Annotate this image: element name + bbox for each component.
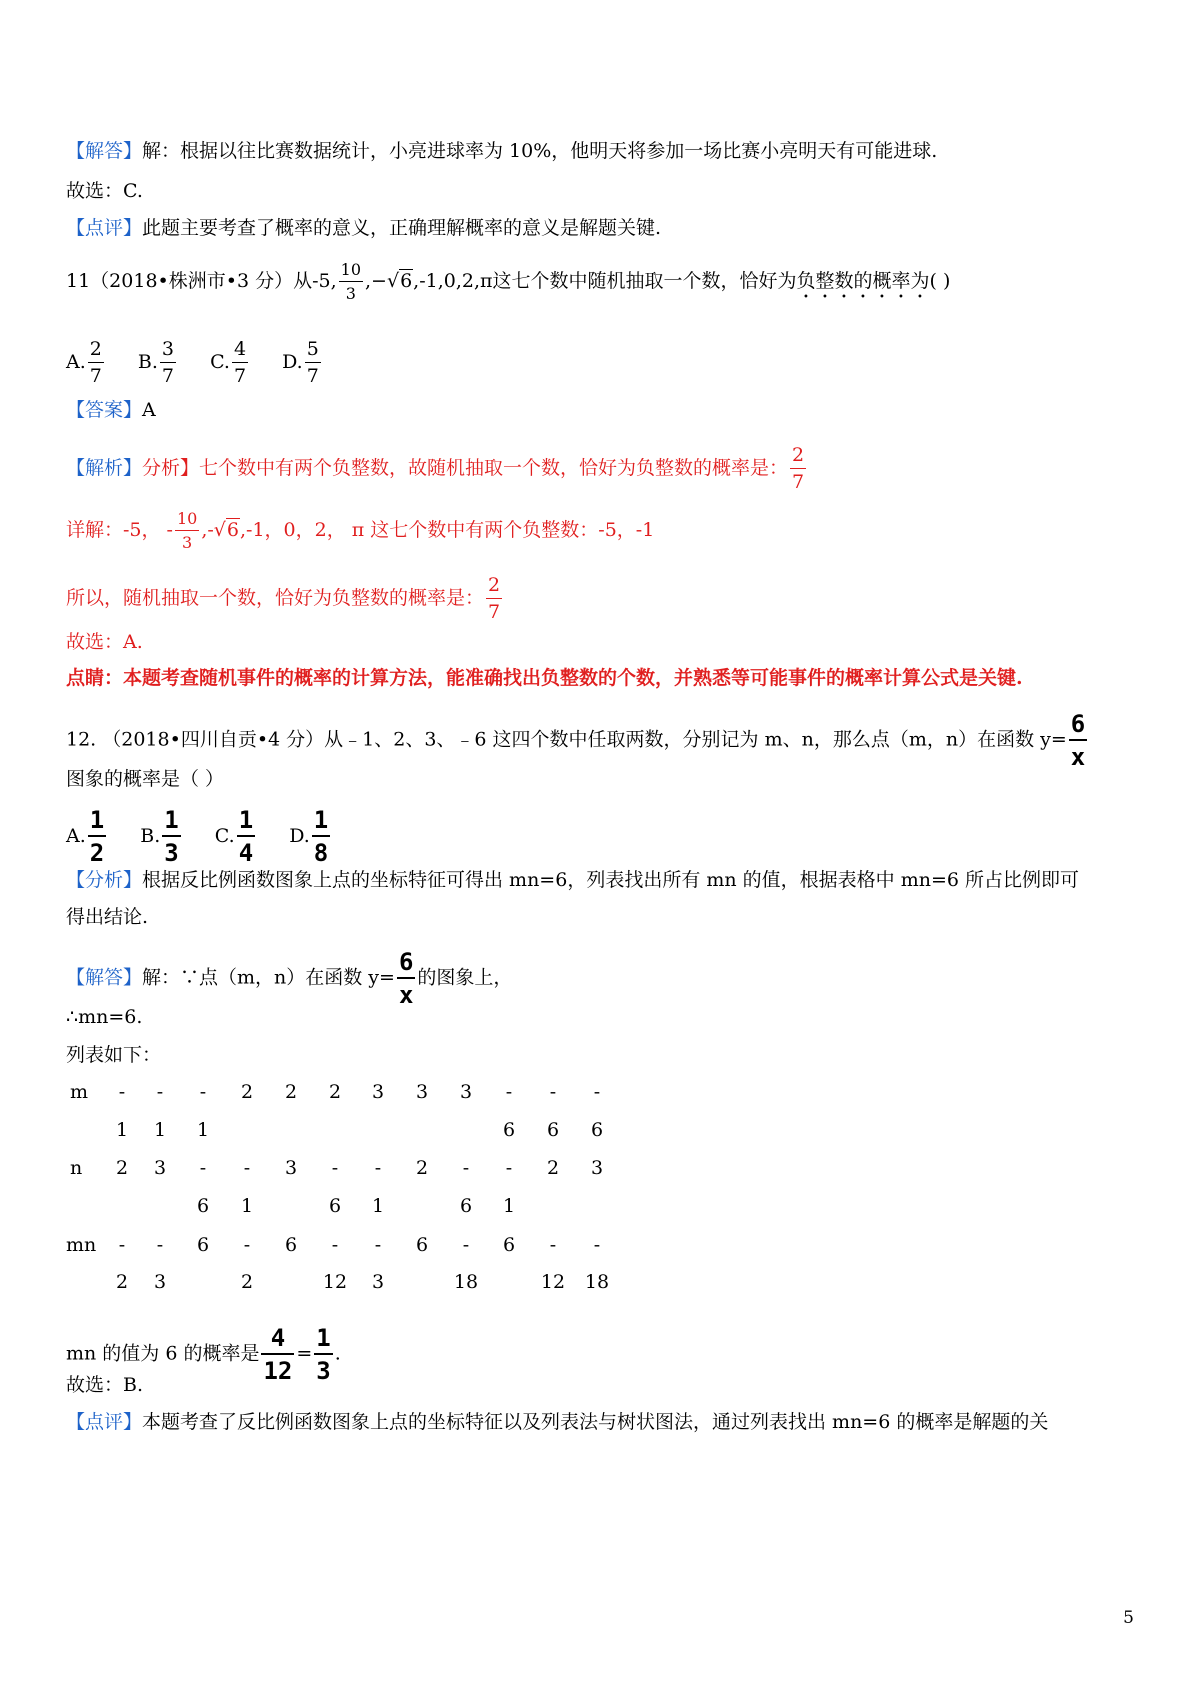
- table-cell: 1: [240, 1195, 254, 1217]
- q10-comment-line: [66, 215, 661, 241]
- detail-fraction: [175, 511, 199, 551]
- table-cell: 3: [459, 1081, 473, 1103]
- table-cell: -: [593, 1081, 601, 1103]
- option-label: D.: [282, 351, 303, 373]
- comment-tag: 【点评】: [66, 217, 143, 239]
- table-cell: 6: [196, 1234, 210, 1256]
- analysis-tag: 【分析】: [66, 869, 143, 891]
- q11-option-a: [66, 338, 106, 387]
- page-number: 5: [1123, 1608, 1134, 1628]
- option-fraction: [305, 340, 321, 386]
- fraction-denominator: 7: [792, 471, 805, 493]
- table-cell: -: [462, 1157, 470, 1179]
- q12-analysis-text: 根据反比例函数图象上点的坐标特征可得出 mn=6，列表找出所有 mn 的值，根据表格中 mn=6 所占比例即可: [142, 869, 1079, 891]
- option-fraction: [88, 808, 106, 865]
- fraction-numerator: 5: [305, 340, 321, 363]
- fraction-denominator: 2: [89, 839, 105, 867]
- table-cell: 2: [115, 1157, 129, 1179]
- table-cell: 2: [240, 1081, 254, 1103]
- option-fraction: [160, 340, 176, 386]
- prob-fraction-1: [261, 1326, 294, 1383]
- sqrt-symbol: √: [386, 270, 400, 292]
- q12-analysis-line1: [66, 867, 1079, 893]
- table-cell: 2: [415, 1157, 429, 1179]
- option-label: B.: [140, 824, 161, 847]
- fraction-numerator: 1: [88, 808, 106, 837]
- q11-prefix: 11（2018•株洲市•3 分）从: [66, 270, 313, 292]
- sqrt-radicand: 6: [226, 519, 239, 541]
- table-cell: 2: [115, 1271, 129, 1293]
- table-cell: -: [243, 1234, 251, 1256]
- answer-pre: 解：∵点（m，n）在函数 y=: [142, 966, 395, 989]
- analysis-lead: 分析】: [142, 457, 200, 479]
- fraction-numerator: 1: [162, 808, 180, 837]
- fraction-numerator: 6: [397, 950, 415, 979]
- q12-option-b: [140, 806, 182, 867]
- table-cell: 1: [153, 1119, 167, 1141]
- q11-so-line: [66, 576, 504, 622]
- fraction-numerator: 4: [232, 340, 248, 363]
- q11-analysis-text: 七个数中有两个负整数，故随机抽取一个数，恰好为负整数的概率是：: [199, 457, 789, 479]
- so-text: 所以，随机抽取一个数，恰好为负整数的概率是：: [66, 587, 485, 609]
- table-cell: 18: [453, 1271, 479, 1293]
- detail-rest: ,-1，0，2， π 这七个数中有两个负整数：-5，-1: [240, 519, 655, 541]
- table-label-mn: mn: [66, 1234, 97, 1256]
- prob-fraction-2: [314, 1326, 332, 1383]
- option-label: A.: [66, 351, 86, 373]
- table-cell: -: [374, 1157, 382, 1179]
- prob-end: .: [334, 1342, 341, 1365]
- fraction-numerator: 2: [88, 340, 104, 363]
- q12-analysis-line2: 得出结论.: [66, 906, 149, 928]
- q12-answer-line: [66, 950, 512, 1007]
- table-cell: 12: [322, 1271, 348, 1293]
- fraction-denominator: x: [398, 981, 414, 1009]
- detail-mid: ,-: [201, 519, 214, 541]
- sqrt-radicand: 6: [400, 270, 413, 292]
- table-cell: -: [549, 1234, 557, 1256]
- fraction-denominator: 7: [488, 601, 501, 623]
- table-cell: -: [593, 1234, 601, 1256]
- q11-analysis-fraction: [790, 446, 806, 492]
- q11-analysis-line: [66, 446, 808, 492]
- q11-option-d: [282, 338, 323, 387]
- table-cell: 2: [240, 1271, 254, 1293]
- fraction-numerator: 1: [237, 808, 255, 837]
- table-cell: -: [462, 1234, 470, 1256]
- table-cell: 6: [284, 1234, 298, 1256]
- table-cell: 6: [546, 1119, 560, 1141]
- q11-detail-line: [66, 511, 654, 551]
- fraction-denominator: 7: [306, 365, 319, 387]
- table-cell: 6: [502, 1234, 516, 1256]
- table-cell: -: [331, 1234, 339, 1256]
- table-cell: 18: [584, 1271, 610, 1293]
- table-cell: 3: [153, 1157, 167, 1179]
- table-cell: 1: [371, 1195, 385, 1217]
- fraction-denominator: 4: [238, 839, 254, 867]
- q11-option-c: [210, 338, 250, 387]
- fraction-denominator: 3: [164, 839, 179, 867]
- fraction-numerator: 1: [314, 1326, 332, 1355]
- option-label: C.: [214, 824, 235, 847]
- q12-line1-text: 12. （2018•四川自贡•4 分）从﹣1、2、3、﹣6 这四个数中任取两数，分别记为 m、n，那么点（m，n）在函数 y=: [66, 728, 1067, 751]
- fraction-denominator: 7: [89, 365, 102, 387]
- q10-answer-text: 解：根据以往比赛数据统计，小亮进球率为 10%，他明天将参加一场比赛小亮明天有可能进球.: [142, 140, 938, 162]
- option-label: C.: [210, 351, 230, 373]
- q12-stem-line1: [66, 712, 1089, 769]
- fraction-denominator: 3: [345, 284, 356, 303]
- comment-tag: 【点评】: [66, 1411, 143, 1433]
- table-cell: -: [374, 1234, 382, 1256]
- option-label: A.: [66, 824, 86, 847]
- q11-paren: ( ): [929, 270, 951, 292]
- table-cell: 1: [502, 1195, 516, 1217]
- table-cell: -: [505, 1081, 513, 1103]
- fraction-numerator: 1: [312, 808, 330, 837]
- table-label-n: n: [70, 1157, 83, 1179]
- q12-options: [66, 808, 358, 865]
- table-cell: -: [199, 1081, 207, 1103]
- fraction-numerator: 4: [261, 1326, 294, 1355]
- fraction-denominator: 12: [263, 1357, 293, 1385]
- fraction-numerator: 3: [160, 340, 176, 363]
- fraction-denominator: x: [1070, 743, 1086, 771]
- answer-tag: 【解答】: [66, 140, 143, 162]
- table-cell: -: [199, 1157, 207, 1179]
- q11-emphasis: 负整数的概率为: [796, 270, 930, 292]
- table-cell: -: [118, 1081, 126, 1103]
- q11-rest: ,-1,0,2,π这七个数中随机抽取一个数，恰好为: [413, 270, 797, 292]
- prob-eq: =: [296, 1342, 313, 1365]
- fraction-denominator: 3: [316, 1357, 331, 1385]
- fraction-denominator: 8: [313, 839, 329, 867]
- table-cell: 6: [415, 1234, 429, 1256]
- table-cell: -: [156, 1081, 164, 1103]
- fraction-denominator: 3: [182, 533, 193, 552]
- q12-comment-text: 本题考查了反比例函数图象上点的坐标特征以及列表法与树状图法，通过列表找出 mn=6 的概率是解题的关: [142, 1411, 1049, 1433]
- fraction-numerator: 2: [486, 576, 502, 599]
- table-cell: -: [549, 1081, 557, 1103]
- table-cell: -: [156, 1234, 164, 1256]
- option-fraction: [237, 808, 255, 865]
- q10-comment-text: 此题主要考查了概率的意义，正确理解概率的意义是解题关键.: [142, 217, 662, 239]
- q12-select: 故选：B.: [66, 1374, 144, 1396]
- so-fraction: [486, 576, 502, 622]
- table-cell: 1: [196, 1119, 210, 1141]
- option-fraction: [88, 340, 104, 386]
- option-fraction: [232, 340, 248, 386]
- option-fraction: [162, 808, 180, 865]
- table-cell: -: [243, 1157, 251, 1179]
- table-cell: -: [118, 1234, 126, 1256]
- q12-table-intro: 列表如下：: [66, 1044, 162, 1066]
- q11-stem: [66, 262, 950, 303]
- table-cell: -: [505, 1157, 513, 1179]
- q12-option-a: [66, 806, 108, 867]
- table-cell: 2: [328, 1081, 342, 1103]
- table-cell: 3: [590, 1157, 604, 1179]
- q11-n1: -5,: [312, 270, 337, 292]
- q10-answer-line: [66, 138, 937, 164]
- answer-tag: 【解答】: [66, 966, 143, 989]
- q10-select: 故选：C.: [66, 180, 143, 202]
- prob-pre: mn 的值为 6 的概率是: [66, 1342, 260, 1365]
- q11-answer-line: [66, 397, 156, 423]
- table-cell: 3: [415, 1081, 429, 1103]
- q12-stem-line2: 图象的概率是（ ）: [66, 768, 225, 790]
- table-cell: 6: [590, 1119, 604, 1141]
- table-cell: 1: [115, 1119, 129, 1141]
- q12-option-d: [289, 806, 332, 867]
- fraction-numerator: 10: [175, 511, 199, 531]
- table-cell: 3: [371, 1271, 385, 1293]
- table-cell: 3: [284, 1157, 298, 1179]
- sqrt-symbol: √: [213, 519, 226, 541]
- q12-comment-line: [66, 1409, 1048, 1435]
- table-cell: -: [331, 1157, 339, 1179]
- table-label-m: m: [70, 1081, 89, 1103]
- option-label: D.: [289, 824, 310, 847]
- table-cell: 2: [546, 1157, 560, 1179]
- table-cell: 6: [196, 1195, 210, 1217]
- table-cell: 6: [459, 1195, 473, 1217]
- q11-answer: A: [142, 399, 156, 421]
- option-fraction: [312, 808, 330, 865]
- table-cell: 3: [153, 1271, 167, 1293]
- q12-option-c: [214, 806, 257, 867]
- answer-key-tag: 【答案】: [66, 399, 143, 421]
- q11-options: [66, 340, 349, 386]
- answer-fraction: [397, 950, 415, 1007]
- q11-option-b: [137, 338, 178, 387]
- detail-prefix: 详解：-5， -: [66, 519, 173, 541]
- table-cell: 6: [502, 1119, 516, 1141]
- q11-select: 故选：A.: [66, 631, 143, 653]
- table-cell: 2: [284, 1081, 298, 1103]
- detail-sqrt: [214, 517, 240, 543]
- table-cell: 3: [371, 1081, 385, 1103]
- q11-fraction: [339, 262, 363, 302]
- fraction-numerator: 10: [339, 262, 363, 282]
- q12-therefore: ∴mn=6.: [66, 1006, 143, 1028]
- answer-post: 的图象上，: [417, 966, 513, 989]
- q11-dianjing: 点睛：本题考查随机事件的概率的计算方法，能准确找出负整数的个数，并熟悉等可能事件的概率计算公式是关键.: [66, 667, 1023, 689]
- fraction-numerator: 6: [1069, 712, 1087, 741]
- table-cell: 12: [540, 1271, 566, 1293]
- q12-function-fraction: [1069, 712, 1087, 769]
- option-label: B.: [137, 351, 158, 373]
- fraction-numerator: 2: [790, 446, 806, 469]
- q11-neg: ,−: [365, 270, 387, 292]
- fraction-denominator: 7: [161, 365, 175, 387]
- fraction-denominator: 7: [233, 365, 247, 387]
- analysis-tag: 【解析】: [66, 457, 143, 479]
- q11-sqrt: [387, 268, 413, 294]
- table-cell: 6: [328, 1195, 342, 1217]
